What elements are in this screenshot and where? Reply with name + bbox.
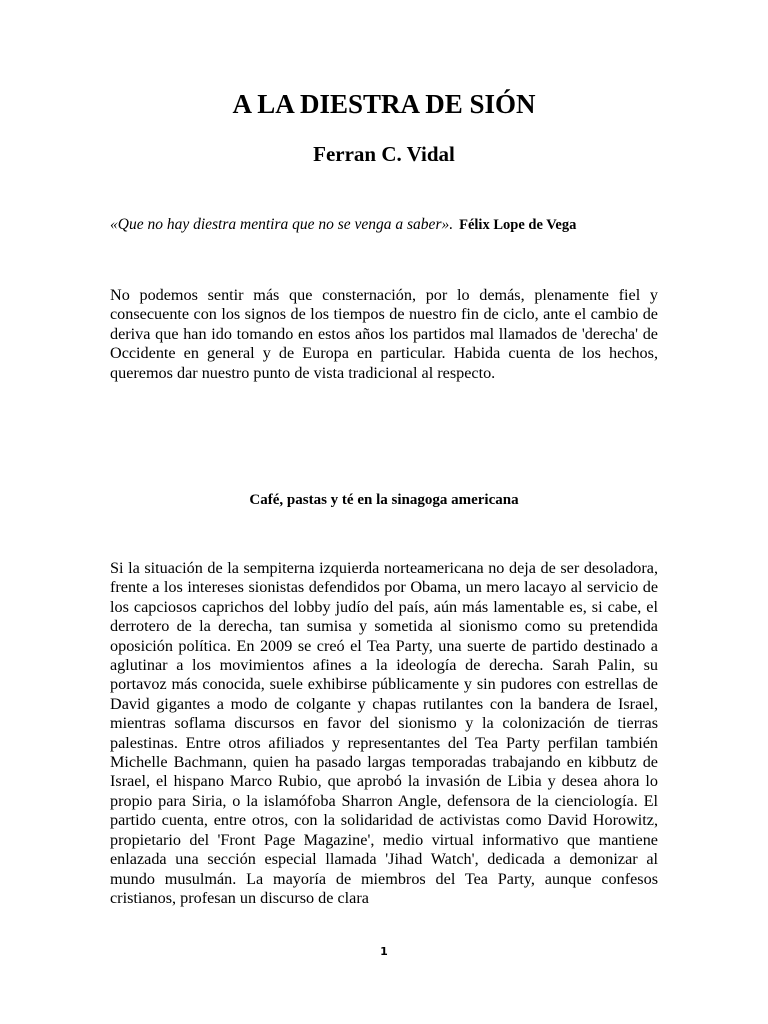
- intro-paragraph: No podemos sentir más que consternación, por lo demás, plenamente fiel y consecuente con los signos de los tiempos de nuestro fin de ciclo, ante el cambio de deriva que han ido tomando en estos años los partidos mal llamados de 'derecha' de Occidente en general y de Europa en particular. Habida cuenta de los hechos, queremos dar nuestro punto de vista tradicional al respecto.: [110, 286, 658, 382]
- epigraph-source: Félix Lope de Vega: [459, 217, 577, 233]
- page-number: 1: [380, 945, 388, 958]
- epigraph-quote: «Que no hay diestra mentira que no se venga a saber».: [110, 216, 454, 233]
- body-paragraph: Si la situación de la sempiterna izquierda norteamericana no deja de ser desoladora, frente a los intereses sionistas defendidos por Obama, un mero lacayo al servicio de los capciosos caprichos del lobby judío del país, aún más lamentable es, si cabe, el derrotero de la derecha, tan sumisa y sometida al sionismo como su pretendida oposición política. En 2009 se creó el Tea Party, una suerte de partido destinado a aglutinar a los movimientos afines a la ideología de derecha. Sarah Palin, su portavoz más conocida, suele exhibirse públicamente y sin pudores con estrellas de David gigantes a modo de colgante y chapas rutilantes con la bandera de Israel, mientras soflama discursos en favor del sionismo y la colonización de tierras palestinas. Entre otros afiliados y representantes del Tea Party perfilan también Michelle Bachmann, quien ha pasado largas temporadas trabajando en kibbutz de Israel, el hispano Marco Rubio, que aprobó la invasión de Libia y desea ahora lo propio para Siria, o la islamófoba Sharron Angle, defensora de la cienciología. El partido cuenta, entre otros, con la solidaridad de activistas como David Horowitz, propietario del 'Front Page Magazine', medio virtual informativo que mantiene enlazada una sección especial llamada 'Jihad Watch', dedicada a demonizar al mundo musulmán. La mayoría de miembros del Tea Party, aunque confesos cristianos, profesan un discurso de clara: [110, 559, 658, 907]
- epigraph: [110, 214, 670, 236]
- document-author: Ferran C. Vidal: [313, 142, 455, 166]
- section-heading: Café, pastas y té en la sinagoga americana: [249, 492, 519, 508]
- document-title: A LA DIESTRA DE SIÓN: [232, 89, 536, 119]
